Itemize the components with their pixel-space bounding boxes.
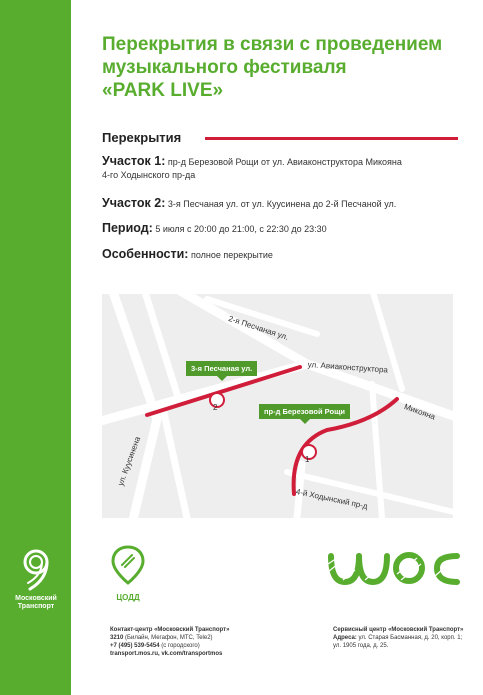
sign-3rd-peschanaya: 3-я Песчаная ул. <box>186 361 257 376</box>
period-text: 5 июля с 20:00 до 21:00, с 22:30 до 23:30 <box>155 224 327 234</box>
features-text: полное перекрытие <box>191 250 273 260</box>
tsodd-pin-icon <box>110 544 146 586</box>
title-line-3: «PARK LIVE» <box>102 80 224 101</box>
title-line-1: Перекрытия в связи с проведением <box>102 34 443 55</box>
contact-phone-short-note: (Билайн, Мегафон, МТС, Tele2) <box>125 635 213 641</box>
title-line-2: музыкального фестиваля <box>102 57 347 78</box>
heading-divider <box>205 137 458 140</box>
section-2-text: 3-я Песчаная ул. от ул. Куусинена до 2-й Песчаной ул. <box>167 199 397 209</box>
contact-links[interactable]: transport.mos.ru, vk.com/transportmos <box>110 651 223 657</box>
mt-name-line2: Транспорт <box>17 603 55 610</box>
section-1-label: Участок 1: <box>102 154 166 168</box>
label-kuusinena: ул. Куусинена <box>116 435 143 488</box>
label-mikoyana: Микояна <box>402 402 437 422</box>
label-khodynsky: 4-й Ходынский пр-д <box>295 487 369 511</box>
contact-phone-short[interactable]: 3210 <box>110 635 124 641</box>
mos-wordmark-icon <box>325 546 465 590</box>
section-2-label: Участок 2: <box>102 196 166 210</box>
sign-berezovoy-roshchi: пр-д Березовой Рощи <box>259 404 350 419</box>
service-address-1: ул. Старая Басманная, д. 20, корп. 1; <box>358 635 463 641</box>
period-label: Период: <box>102 221 153 235</box>
tsodd-logo <box>108 544 148 602</box>
contact-phone-long[interactable]: +7 (495) 539-5454 <box>110 643 160 649</box>
moscow-transport-nine-icon <box>14 545 58 593</box>
moscow-transport-logo <box>7 545 65 611</box>
section-2-row <box>102 197 462 211</box>
features-row <box>102 248 462 262</box>
page-title <box>102 33 462 102</box>
closures-heading: Перекрытия <box>102 130 182 145</box>
section-1-text-a: пр-д Березовой Рощи от ул. Авиаконструктора Микояна <box>167 157 402 167</box>
mt-name-line1: Московский <box>15 595 57 602</box>
service-address-2: ул. 1905 года, д. 25. <box>333 643 389 649</box>
mos-logo <box>325 546 465 595</box>
label-2nd-peschanaya: 2-я Песчаная ул. <box>227 314 290 342</box>
tsodd-name: ЦОДД <box>116 593 140 602</box>
section-1-row <box>102 155 462 182</box>
service-title: Сервисный центр «Московский Транспорт» <box>333 627 464 633</box>
contact-title: Контакт-центр «Московский Транспорт» <box>110 627 230 633</box>
period-row <box>102 222 462 236</box>
contact-center-block <box>110 626 310 658</box>
service-center-block <box>333 626 473 650</box>
service-address-label: Адреса: <box>333 635 357 641</box>
label-aviakonstruktora: ул. Авиаконструктора <box>307 360 389 375</box>
features-label: Особенности: <box>102 247 189 261</box>
closure-map <box>102 294 453 518</box>
marker-1-number: 1 <box>305 455 310 464</box>
marker-2-number: 2 <box>213 403 218 412</box>
green-sidebar <box>0 0 71 695</box>
contact-phone-long-note: (с городского) <box>161 643 200 649</box>
section-1-text-b: 4-го Ходынского пр-да <box>102 170 196 180</box>
